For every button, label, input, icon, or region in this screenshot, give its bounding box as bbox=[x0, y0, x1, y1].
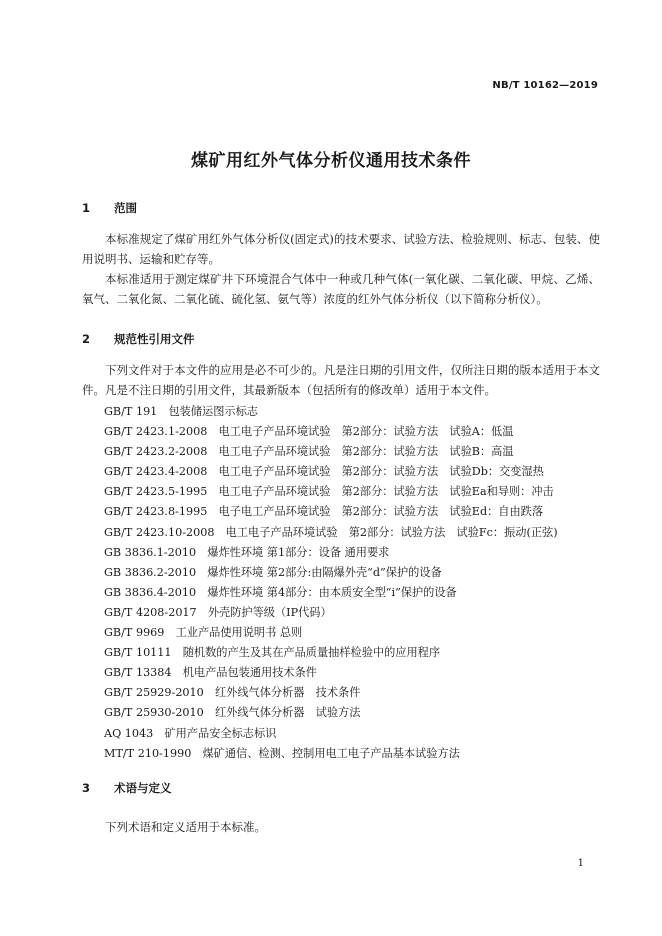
section-2-title: 规范性引用文件 bbox=[114, 332, 195, 346]
section-1-paragraph-1: 本标准规定了煤矿用红外气体分析仪(固定式)的技术要求、试验方法、检验规则、标志、包装、使用说明书、运输和贮存等。 bbox=[82, 232, 600, 266]
section-3-number: 3 bbox=[82, 781, 91, 795]
page-number: 1 bbox=[577, 858, 584, 869]
reference-item: GB/T 191 包装储运图示标志 bbox=[104, 405, 258, 418]
reference-item: GB/T 13384 机电产品包装通用技术条件 bbox=[104, 666, 317, 680]
section-1-number: 1 bbox=[82, 201, 91, 215]
reference-item: GB/T 2423.2-2008 电工电子产品环境试验 第2部分：试验方法 试验B：高温 bbox=[104, 445, 514, 459]
reference-item: GB/T 4208-2017 外壳防护等级（IP代码） bbox=[104, 605, 332, 619]
reference-item: GB/T 2423.5-1995 电工电子产品环境试验 第2部分：试验方法 试验Ea和导则：冲击 bbox=[104, 485, 554, 499]
section-2-paragraph-1: 下列文件对于本文件的应用是必不可少的。凡是注日期的引用文件，仅所注日期的版本适用于本文件。凡是不注日期的引用文件，其最新版本（包括所有的修改单）适用于本文件。 bbox=[82, 363, 600, 397]
reference-item: AQ 1043 矿用产品安全标志标识 bbox=[104, 726, 277, 740]
section-1-paragraph-2: 本标准适用于测定煤矿井下环境混合气体中一种或几种气体(一氧化碳、二氧化碳、甲烷、乙烯、氧气、二氧化氮、二氧化硫、硫化氢、氨气等）浓度的红外气体分析仪（以下简称分析仪）。 bbox=[82, 272, 600, 306]
reference-item: GB 3836.1-2010 爆炸性环境 第1部分：设备 通用要求 bbox=[104, 545, 390, 559]
section-3-title: 术语与定义 bbox=[114, 781, 172, 795]
section-3-paragraph-1: 下列术语和定义适用于本标准。 bbox=[105, 820, 266, 834]
normative-references-list bbox=[104, 402, 558, 764]
reference-item: GB/T 2423.1-2008 电工电子产品环境试验 第2部分：试验方法 试验A：低温 bbox=[104, 425, 514, 439]
reference-item: GB/T 9969 工业产品使用说明书 总则 bbox=[104, 626, 303, 640]
standard-code: NB/T 10162—2019 bbox=[492, 80, 598, 91]
document-title: 煤矿用红外气体分析仪通用技术条件 bbox=[191, 151, 471, 171]
reference-item: GB/T 2423.8-1995 电子电工产品环境试验 第2部分：试验方法 试验Ed：自由跌落 bbox=[104, 505, 544, 519]
section-1-heading bbox=[82, 200, 137, 216]
section-1-title: 范围 bbox=[114, 201, 137, 215]
reference-item: GB 3836.4-2010 爆炸性环境 第4部分：由本质安全型“i”保护的设备 bbox=[104, 585, 457, 599]
reference-item: MT/T 210-1990 煤矿通信、检测、控制用电工电子产品基本试验方法 bbox=[104, 746, 460, 760]
reference-item: GB/T 2423.10-2008 电工电子产品环境试验 第2部分：试验方法 试验Fc：振动(正弦) bbox=[104, 525, 558, 539]
section-2-heading bbox=[82, 331, 195, 347]
reference-item: GB/T 25929-2010 红外线气体分析器 技术条件 bbox=[104, 686, 361, 700]
reference-item: GB/T 25930-2010 红外线气体分析器 试验方法 bbox=[104, 706, 361, 720]
reference-item: GB/T 2423.4-2008 电工电子产品环境试验 第2部分：试验方法 试验Db：交变湿热 bbox=[104, 465, 544, 479]
reference-item: GB/T 10111 随机数的产生及其在产品质量抽样检验中的应用程序 bbox=[104, 646, 441, 660]
reference-item: GB 3836.2-2010 爆炸性环境 第2部分:由隔爆外壳“d”保护的设备 bbox=[104, 565, 442, 579]
section-3-heading bbox=[82, 780, 172, 796]
section-2-number: 2 bbox=[82, 332, 91, 346]
